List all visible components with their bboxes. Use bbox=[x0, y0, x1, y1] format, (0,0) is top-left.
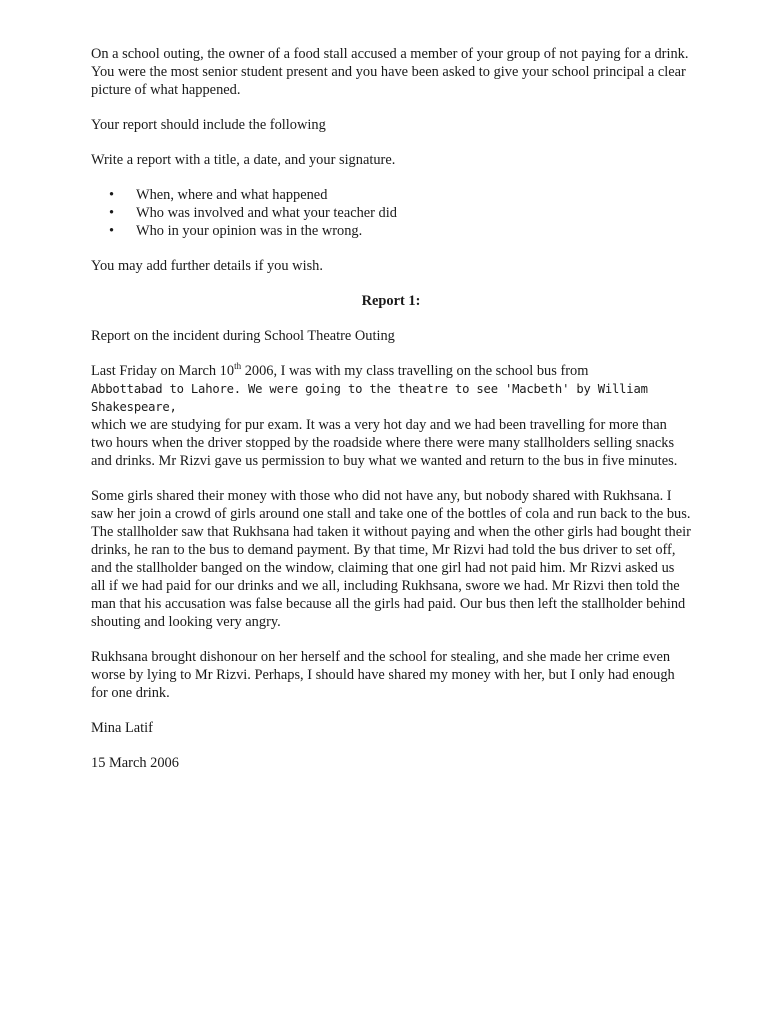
bullet-icon: • bbox=[109, 223, 115, 239]
list-item bbox=[109, 222, 691, 240]
list-item bbox=[109, 204, 691, 222]
paragraph-date-continuation: 2006, I was with my class travelling on the school bus from bbox=[241, 363, 589, 379]
further-details-note: You may add further details if you wish. bbox=[91, 258, 323, 274]
task-prompt: On a school outing, the owner of a food stall accused a member of your group of not paying for a drink. You were the most senior student present and you have been asked to give your school principal a clear picture of what happened. bbox=[91, 46, 689, 98]
report-paragraph-3: Rukhsana brought dishonour on her herself and the school for stealing, and she made her crime even worse by lying to Mr Rizvi. Perhaps, I should have shared my money with her, but I only had enough for one drink. bbox=[91, 649, 675, 701]
include-instruction: Your report should include the following bbox=[91, 117, 326, 133]
paragraph-rest: which we are studying for pur exam. It was a very hot day and we had been travelling for more than two hours when the driver stopped by the roadside where there were many stallholders selling snacks and drinks. Mr Rizvi gave us permission to buy what we wanted and return to the bus in five minutes. bbox=[91, 417, 678, 469]
write-instruction: Write a report with a title, a date, and your signature. bbox=[91, 152, 396, 168]
report-paragraph-1 bbox=[91, 362, 691, 470]
signature: Mina Latif bbox=[91, 720, 153, 736]
typed-text-line: Abbottabad to Lahore. We were going to the theatre to see 'Macbeth' by William Shakespeare, bbox=[91, 382, 648, 414]
bullet-icon: • bbox=[109, 205, 115, 221]
list-item-text: Who was involved and what your teacher did bbox=[136, 205, 397, 221]
date-ordinal-suffix: th bbox=[234, 361, 242, 371]
requirements-list bbox=[91, 186, 691, 240]
report-heading: Report 1: bbox=[361, 293, 421, 309]
paragraph-lead: Last Friday on March 10 bbox=[91, 363, 235, 379]
list-item-text: When, where and what happened bbox=[136, 187, 328, 203]
report-title: Report on the incident during School Theatre Outing bbox=[91, 328, 395, 344]
bullet-icon: • bbox=[109, 187, 115, 203]
report-paragraph-2: Some girls shared their money with those who did not have any, but nobody shared with Rukhsana. I saw her join a crowd of girls around one stall and take one of the bottles of cola and run back to the bus. The stallholder saw that Rukhsana had taken it without paying and when the other girls had bought their drinks, he ran to the bus to demand payment. By that time, Mr Rizvi had told the bus driver to set off, and the stallholder banged on the window, claiming that one girl had not paid him. Mr Rizvi asked us all if we had paid for our drinks and we all, including Rukhsana, swore we had. Mr Rizvi then told the man that his accusation was false because all the girls had paid. Our bus then left the stallholder behind shouting and looking very angry. bbox=[91, 488, 691, 630]
report-date: 15 March 2006 bbox=[91, 755, 179, 771]
list-item bbox=[109, 186, 691, 204]
document-page bbox=[91, 45, 691, 789]
list-item-text: Who in your opinion was in the wrong. bbox=[136, 223, 363, 239]
